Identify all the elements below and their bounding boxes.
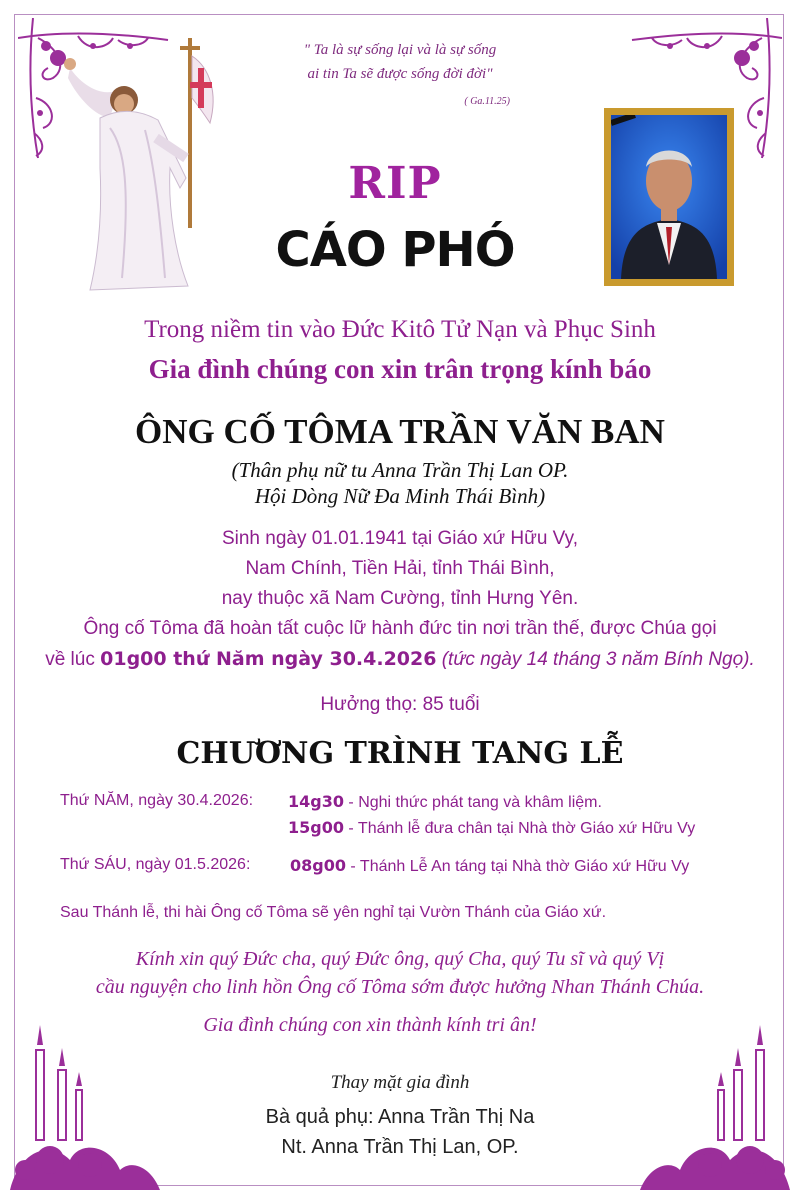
closing-line-1: Kính xin quý Đức cha, quý Đức ông, quý Cha, quý Tu sĩ và quý Vị: [135, 948, 665, 970]
quote-reference: ( Ga.11.25): [464, 96, 510, 107]
event-text: - Thánh Lễ An táng tại Nhà thờ Giáo xứ Hữu Vy: [345, 858, 690, 875]
burial-note: Sau Thánh lễ, thi hài Ông cố Tôma sẽ yên nghỉ tại Vườn Thánh của Giáo xứ.: [60, 904, 607, 921]
deceased-name: ÔNG CỐ TÔMA TRẦN VĂN BAN: [135, 412, 665, 451]
event-text: - Thánh lễ đưa chân tại Nhà thờ Giáo xứ Hữu Vy: [343, 820, 696, 837]
scripture-quote: [270, 38, 530, 86]
intro-line-2: Gia đình chúng con xin trân trọng kính báo: [148, 354, 652, 384]
closing-line-2: cầu nguyện cho linh hồn Ông cố Tôma sớm được hưởng Nhan Thánh Chúa.: [95, 976, 705, 998]
candles-ornament-right: [640, 1020, 790, 1190]
born-line-1: Sinh ngày 01.01.1941 tại Giáo xứ Hữu Vy,: [221, 528, 579, 549]
signature-line-1: Bà quả phụ: Anna Trần Thị Na: [265, 1106, 535, 1128]
closing-line-3: Gia đình chúng con xin thành kính tri ân!: [203, 1014, 537, 1036]
born-line-2: Nam Chính, Tiền Hải, tỉnh Thái Bình,: [245, 558, 555, 579]
time-badge: 08g00: [290, 856, 346, 875]
death-lunar-date: (tức ngày 14 tháng 3 năm Bính Ngọ).: [441, 649, 755, 670]
portrait-photo: [604, 108, 734, 286]
time-badge: 14g30: [288, 792, 344, 811]
quote-line-1: " Ta là sự sống lại và là sự sống: [303, 42, 497, 58]
event-text: - Nghi thức phát tang và khâm liệm.: [343, 794, 602, 811]
relation-line-2: Hội Dòng Nữ Đa Minh Thái Bình): [254, 484, 546, 508]
schedule-day-1-label: Thứ NĂM, ngày 30.4.2026:: [60, 792, 254, 809]
candles-ornament-left: [10, 1020, 160, 1190]
page-title: CÁO PHÓ: [275, 222, 515, 278]
quote-line-2: ai tin Ta sẽ được sống đời đời": [307, 66, 493, 82]
age-line: Hưởng thọ: 85 tuổi: [320, 694, 480, 715]
intro-line-1: Trong niềm tin vào Đức Kitô Tử Nạn và Phục Sinh: [144, 316, 656, 343]
time-badge: 15g00: [288, 818, 344, 837]
schedule-day-2-item-1: [290, 856, 689, 876]
death-line-2: [0, 648, 800, 671]
death-line-1: Ông cố Tôma đã hoàn tất cuộc lữ hành đức tin nơi trần thế, được Chúa gọi: [83, 618, 717, 639]
born-line-3: nay thuộc xã Nam Cường, tỉnh Hưng Yên.: [221, 588, 579, 609]
signature-label: Thay mặt gia đình: [330, 1072, 470, 1093]
signature-line-2: Nt. Anna Trần Thị Lan, OP.: [281, 1136, 519, 1158]
rip-heading: RIP: [348, 158, 442, 209]
schedule-day-1-item-1: [288, 792, 602, 812]
death-time: 01g00 thứ Năm ngày 30.4.2026: [100, 648, 437, 670]
risen-christ-image: [60, 38, 220, 300]
death-prefix: về lúc: [45, 649, 101, 670]
program-title: CHƯƠNG TRÌNH TANG LỄ: [176, 736, 624, 771]
schedule-day-1-item-2: [288, 818, 695, 838]
relation-line-1: (Thân phụ nữ tu Anna Trần Thị Lan OP.: [231, 458, 569, 482]
schedule-day-2-label: Thứ SÁU, ngày 01.5.2026:: [60, 856, 251, 873]
portrait-image: [611, 115, 727, 279]
